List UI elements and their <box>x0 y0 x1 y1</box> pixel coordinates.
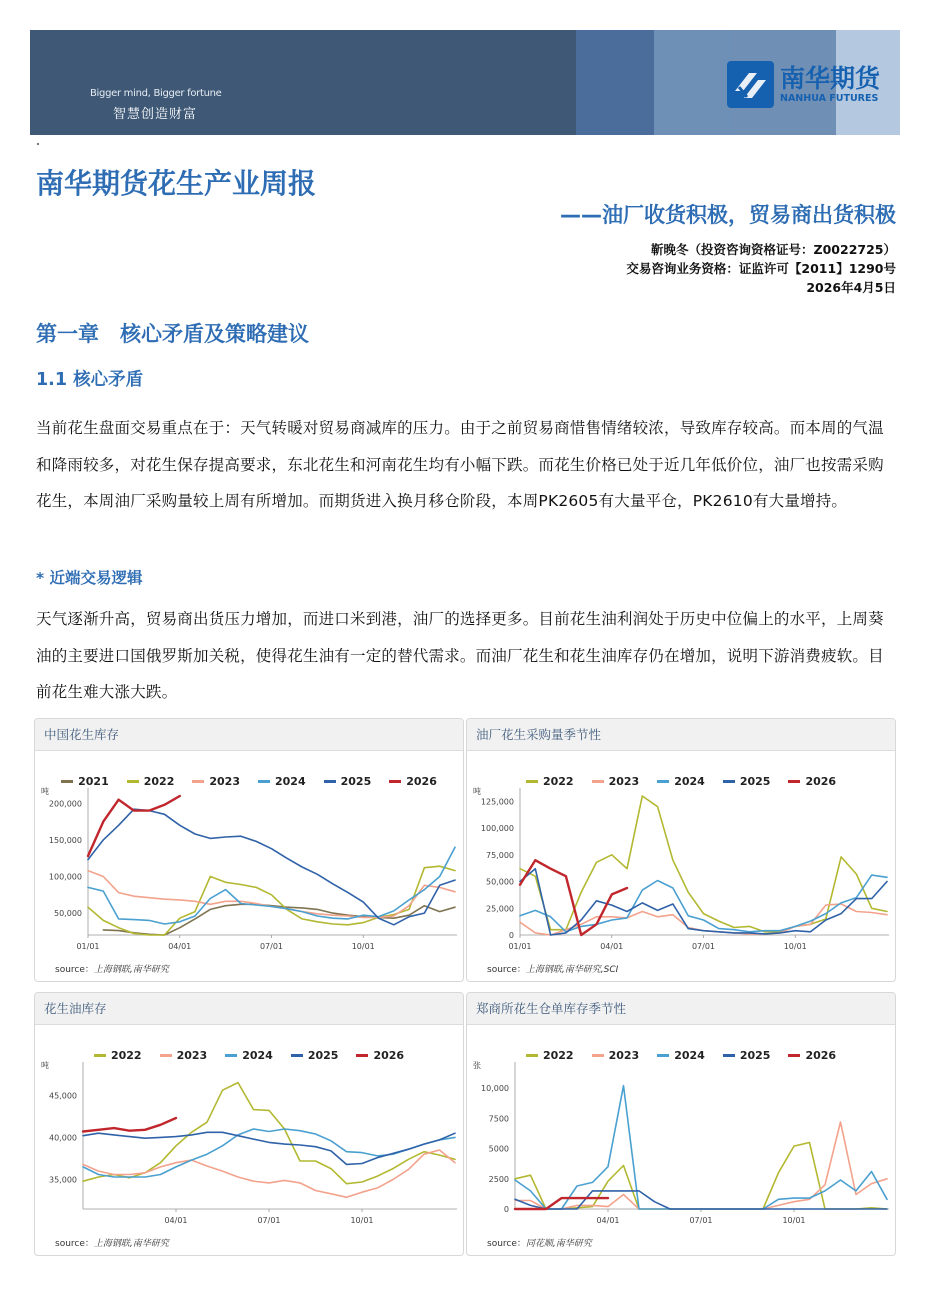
legend-label: 2022 <box>110 1049 142 1062</box>
legend-label: 2025 <box>739 775 771 788</box>
chart-source <box>55 1236 169 1249</box>
header-banner <box>30 30 900 135</box>
source-text: 上海钢联,南华研究 <box>93 965 169 975</box>
slogan-chinese: 智慧创造财富 <box>113 107 198 122</box>
series-line-2022 <box>83 1083 455 1184</box>
svg-text:04/01: 04/01 <box>600 942 624 951</box>
legend-label: 2022 <box>542 775 574 788</box>
chart-source <box>487 962 618 975</box>
section-title: 1.1 核心矛盾 <box>36 370 144 390</box>
banner-band <box>654 30 732 135</box>
series-line-2026 <box>83 1118 176 1132</box>
source-label: source： <box>55 1239 94 1249</box>
line-chart <box>35 1026 464 1226</box>
chart-card-peanut-inventory <box>34 718 464 982</box>
series-line-2023 <box>83 1150 455 1197</box>
legend-label: 2023 <box>209 775 240 788</box>
svg-text:10,000: 10,000 <box>481 1084 509 1094</box>
near-term-logic-heading: * 近端交易逻辑 <box>36 569 143 587</box>
svg-text:0: 0 <box>503 1205 509 1214</box>
legend-label: 2024 <box>242 1049 273 1062</box>
svg-text:100,000: 100,000 <box>48 872 82 882</box>
banner-band <box>576 30 654 135</box>
decorative-dot <box>37 143 39 145</box>
svg-text:25,000: 25,000 <box>486 904 514 914</box>
legend-label: 2026 <box>406 775 437 788</box>
svg-text:50,000: 50,000 <box>486 877 514 887</box>
series-line-2025 <box>520 869 887 935</box>
legend-label: 2026 <box>805 775 837 788</box>
slogan-english: Bigger mind, Bigger fortune <box>90 88 222 99</box>
source-label: source： <box>55 965 94 975</box>
chart-source <box>487 1236 592 1249</box>
svg-text:04/01: 04/01 <box>168 942 192 951</box>
svg-text:10/01: 10/01 <box>782 1216 806 1225</box>
svg-text:04/01: 04/01 <box>596 1216 620 1225</box>
chart-source <box>55 962 169 975</box>
svg-text:40,000: 40,000 <box>49 1133 77 1143</box>
svg-text:吨: 吨 <box>473 787 481 796</box>
svg-text:2500: 2500 <box>488 1174 509 1184</box>
svg-text:100,000: 100,000 <box>480 824 514 834</box>
chart-card-peanut-oil-inventory <box>34 992 464 1256</box>
legend-label: 2025 <box>739 1049 771 1062</box>
source-text: 上海钢联,南华研究,SCI <box>525 965 619 975</box>
svg-text:200,000: 200,000 <box>48 799 82 809</box>
line-chart <box>467 752 896 952</box>
legend-label: 2022 <box>143 775 175 788</box>
line-chart <box>467 1026 896 1226</box>
series-line-2024 <box>83 1129 455 1177</box>
chart-title: 油厂花生采购量季节性 <box>467 719 895 751</box>
svg-text:吨: 吨 <box>41 787 49 796</box>
legend-label: 2023 <box>608 775 640 788</box>
series-line-2022 <box>88 866 455 935</box>
svg-text:01/01: 01/01 <box>508 942 532 951</box>
svg-text:吨: 吨 <box>41 1061 49 1070</box>
svg-text:10/01: 10/01 <box>783 942 807 951</box>
legend-label: 2024 <box>674 775 705 788</box>
svg-text:07/01: 07/01 <box>257 1216 281 1225</box>
chart-card-warehouse-receipts <box>466 992 896 1256</box>
report-title: 南华期货花生产业周报 <box>36 167 317 200</box>
svg-text:07/01: 07/01 <box>259 942 284 951</box>
svg-text:04/01: 04/01 <box>164 1216 188 1225</box>
legend-label: 2025 <box>307 1049 339 1062</box>
svg-text:150,000: 150,000 <box>48 835 82 845</box>
svg-text:5000: 5000 <box>488 1144 509 1154</box>
svg-text:125,000: 125,000 <box>480 797 514 807</box>
series-line-2024 <box>515 1086 887 1209</box>
svg-text:7500: 7500 <box>488 1114 509 1124</box>
series-line-2024 <box>520 875 887 932</box>
legend-label: 2025 <box>340 775 372 788</box>
svg-text:45,000: 45,000 <box>49 1091 77 1101</box>
source-label: source： <box>487 965 526 975</box>
author-block <box>626 240 896 297</box>
near-term-logic-paragraph: 天气逐渐升高，贸易商出货压力增加，而进口米到港，油厂的选择更多。目前花生油利润处于历史中位偏上的水平，上周葵油的主要进口国俄罗斯加关税，使得花生油有一定的替代需求。而油厂花生和花生油库存仍在增加，说明下游消费疲软。目前花生难大涨大跌。 <box>36 610 884 701</box>
legend-label: 2021 <box>78 775 109 788</box>
chart-card-oil-mill-purchase <box>466 718 896 982</box>
source-text: 同花顺,南华研究 <box>525 1239 592 1249</box>
author-line: 靳晚冬（投资咨询资格证号：Z0022725） <box>651 242 896 257</box>
logo-name-en: NANHUA FUTURES <box>780 93 879 104</box>
legend-label: 2023 <box>608 1049 640 1062</box>
legend-label: 2024 <box>674 1049 705 1062</box>
nanhua-logo <box>727 61 880 108</box>
legend-label: 2023 <box>176 1049 208 1062</box>
svg-text:35,000: 35,000 <box>49 1175 77 1185</box>
svg-text:0: 0 <box>508 931 514 940</box>
svg-text:50,000: 50,000 <box>54 909 82 919</box>
series-line-2026 <box>88 796 180 856</box>
report-subtitle: ——油厂收货积极，贸易商出货积极 <box>560 203 896 227</box>
report-date: 2026年4月5日 <box>806 280 896 295</box>
svg-text:01/01: 01/01 <box>76 942 100 951</box>
legend-label: 2024 <box>275 775 306 788</box>
chart-title: 中国花生库存 <box>35 719 463 751</box>
svg-text:张: 张 <box>473 1061 481 1070</box>
core-conflict-paragraph: 当前花生盘面交易重点在于：天气转暖对贸易商减库的压力。由于之前贸易商惜售情绪较浓，导致库存较高。而本周的气温和降雨较多，对花生保存提高要求，东北花生和河南花生均有小幅下跌。而花生价格已处于近几年低价位，油厂也按需采购花生，本周油厂采购量较上周有所增加。而期货进入换月移仓阶段，本周PK2605有大量平仓，PK2610有大量增持。 <box>36 419 884 510</box>
svg-text:10/01: 10/01 <box>351 942 375 951</box>
svg-text:07/01: 07/01 <box>691 942 716 951</box>
chart-title: 郑商所花生仓单库存季节性 <box>467 993 895 1025</box>
series-line-2025 <box>83 1132 455 1164</box>
legend-label: 2026 <box>805 1049 837 1062</box>
chart-title: 花生油库存 <box>35 993 463 1025</box>
chapter-title: 第一章 核心矛盾及策略建议 <box>36 322 309 346</box>
logo-name-cn: 南华期货 <box>780 64 881 93</box>
license-line: 交易咨询业务资格：证监许可【2011】1290号 <box>626 261 896 276</box>
source-label: source： <box>487 1239 526 1249</box>
svg-text:10/01: 10/01 <box>350 1216 374 1225</box>
source-text: 上海钢联,南华研究 <box>93 1239 169 1249</box>
svg-text:07/01: 07/01 <box>689 1216 713 1225</box>
nanhua-logo-icon <box>727 61 774 108</box>
line-chart <box>35 752 464 952</box>
svg-text:75,000: 75,000 <box>486 850 514 860</box>
legend-label: 2026 <box>373 1049 405 1062</box>
legend-label: 2022 <box>542 1049 574 1062</box>
